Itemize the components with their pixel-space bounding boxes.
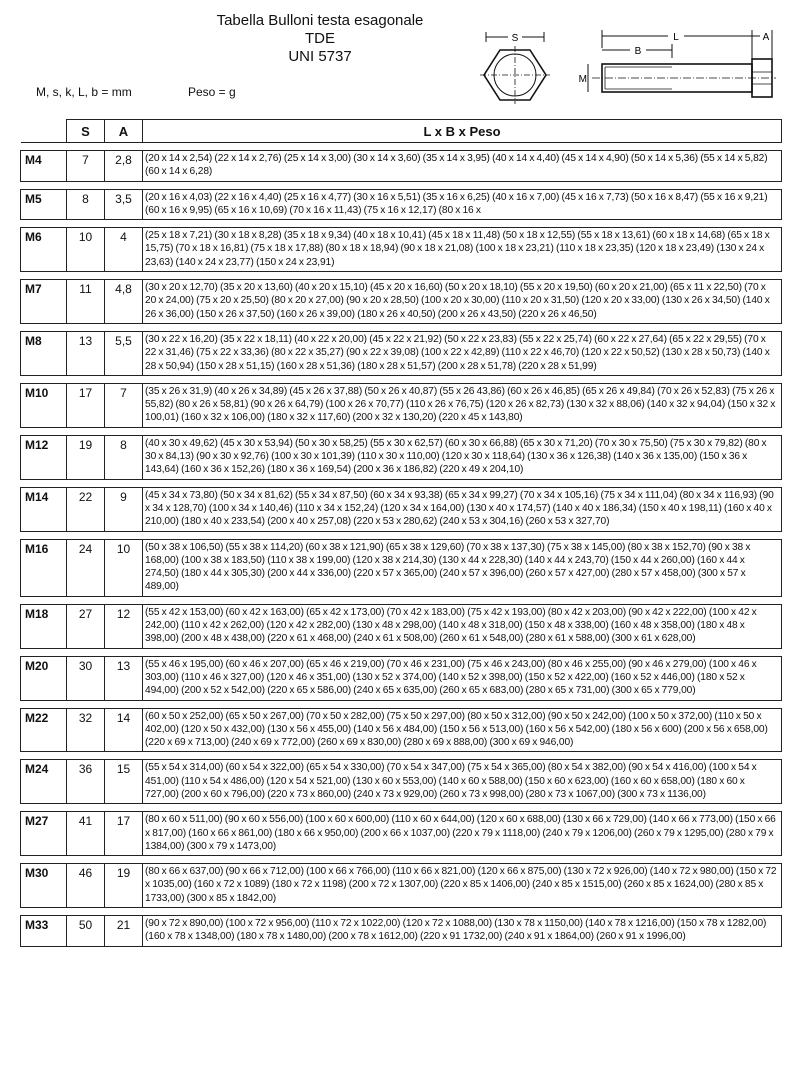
- table-row: [21, 604, 782, 648]
- s-cell: 17: [67, 383, 105, 427]
- lbp-cell: (25 x 18 x 7,21) (30 x 18 x 8,28) (35 x 18 x 9,34) (40 x 18 x 10,41) (45 x 18 x 11,48) (50 x 18 x 12,55) (55 x 18 x 13,61) (60 x 18 x 14,68) (65 x 18 x 15,75) (70 x 18 x 16,81) (75 x 18 x 17,88) (80 x 18 x 18,94) (90 x 18 x 21,08) (100 x 18 x 23,21) (110 x 18 x 23,35) (120 x 18 x 23,49) (130 x 24 x 23,63) (140 x 24 x 23,77) (150 x 24 x 23,91): [143, 228, 782, 272]
- a-cell: 5,5: [105, 331, 143, 375]
- s-cell: 36: [67, 760, 105, 804]
- row-spacer: [21, 427, 782, 435]
- lbp-cell: (35 x 26 x 31,9) (40 x 26 x 34,89) (45 x 26 x 37,88) (50 x 26 x 40,87) (55 x 26 43,86) (60 x 26 x 46,85) (65 x 26 x 49,84) (70 x 26 x 52,83) (75 x 26 x 55,82) (80 x 26 x 58,81) (90 x 26 x 64,79) (100 x 26 x 70,77) (110 x 26 x 76,75) (120 x 26 x 82,73) (130 x 32 x 88,06) (140 x 32 x 94,04) (150 x 32 x 100,01) (160 x 32 x 106,00) (180 x 32 x 117,60) (200 x 32 x 130,20) (220 x 45 x 143,80): [143, 383, 782, 427]
- table-row: [21, 916, 782, 947]
- lbp-cell: (55 x 42 x 153,00) (60 x 42 x 163,00) (65 x 42 x 173,00) (70 x 42 x 183,00) (75 x 42 x 193,00) (80 x 42 x 203,00) (90 x 42 x 222,00) (100 x 42 x 242,00) (110 x 42 x 262,00) (120 x 42 x 282,00) (130 x 48 x 298,00) (140 x 48 x 318,00) (150 x 48 x 338,00) (160 x 48 x 358,00) (180 x 48 x 398,00) (200 x 48 x 438,00) (220 x 61 x 468,00) (240 x 61 x 508,00) (260 x 61 x 548,00) (280 x 61 x 588,00) (300 x 61 x 628,00): [143, 604, 782, 648]
- s-cell: 32: [67, 708, 105, 752]
- s-dim-label: S: [511, 33, 519, 44]
- lbp-cell: (55 x 54 x 314,00) (60 x 54 x 322,00) (65 x 54 x 330,00) (70 x 54 x 347,00) (75 x 54 x 365,00) (80 x 54 x 382,00) (90 x 54 x 416,00) (100 x 54 x 451,00) (110 x 54 x 486,00) (120 x 54 x 521,00) (130 x 60 x 553,00) (140 x 60 x 588,00) (150 x 60 x 623,00) (160 x 60 x 658,00) (180 x 60 x 727,00) (200 x 60 x 796,00) (220 x 73 x 860,00) (240 x 73 x 929,00) (260 x 73 x 998,00) (280 x 73 x 1067,00) (300 x 73 x 1136,00): [143, 760, 782, 804]
- table-row: [21, 435, 782, 479]
- weight-note: Peso = g: [188, 85, 236, 99]
- title-line-2: UNI 5737: [288, 48, 352, 65]
- a-cell: 4: [105, 228, 143, 272]
- row-spacer: [21, 143, 782, 151]
- lbp-cell: (30 x 22 x 16,20) (35 x 22 x 18,11) (40 x 22 x 20,00) (45 x 22 x 21,92) (50 x 22 x 23,83) (55 x 22 x 25,74) (60 x 22 x 27,64) (65 x 22 x 29,55) (70 x 22 x 31,46) (75 x 22 x 33,36) (80 x 22 x 35,27) (90 x 22 x 39,08) (100 x 22 x 42,89) (110 x 22 x 46,70) (120 x 22 x 50,52) (130 x 28 x 50,73) (140 x 28 x 50,94) (150 x 28 x 51,15) (160 x 28 x 51,36) (180 x 28 x 51,57) (200 x 28 x 51,78) (220 x 28 x 51,99): [143, 331, 782, 375]
- lbp-cell: (20 x 16 x 4,03) (22 x 16 x 4,40) (25 x 16 x 4,77) (30 x 16 x 5,51) (35 x 16 x 6,25) (40 x 16 x 7,00) (45 x 16 x 7,73) (50 x 16 x 8,47) (55 x 16 x 9,21) (60 x 16 x 9,95) (65 x 16 x 10,69) (70 x 16 x 11,43) (75 x 16 x 12,17) (80 x 16 x: [143, 189, 782, 220]
- spacer-cell: [21, 220, 782, 228]
- table-row: [21, 228, 782, 272]
- s-cell: 24: [67, 539, 105, 596]
- s-cell: 50: [67, 916, 105, 947]
- a-cell: 17: [105, 812, 143, 856]
- a-cell: 4,8: [105, 280, 143, 324]
- s-cell: 13: [67, 331, 105, 375]
- lbp-cell: (45 x 34 x 73,80) (50 x 34 x 81,62) (55 x 34 x 87,50) (60 x 34 x 93,38) (65 x 34 x 99,27) (70 x 34 x 105,16) (75 x 34 x 111,04) (80 x 34 x 116,93) (90 x 34 x 128,70) (100 x 34 x 140,46) (110 x 34 x 152,24) (120 x 34 x 164,00) (130 x 40 x 174,57) (140 x 40 x 186,34) (150 x 40 x 198,11) (160 x 40 x 210,00) (180 x 40 x 233,54) (200 x 40 x 257,08) (220 x 53 x 280,62) (240 x 53 x 304,16) (260 x 53 x 327,70): [143, 487, 782, 531]
- spacer-cell: [21, 908, 782, 916]
- size-cell: M5: [21, 189, 67, 220]
- s-cell: 41: [67, 812, 105, 856]
- row-spacer: [21, 596, 782, 604]
- size-cell: M24: [21, 760, 67, 804]
- table-body: [21, 143, 782, 947]
- size-cell: M6: [21, 228, 67, 272]
- table-row: [21, 331, 782, 375]
- a-cell: 2,8: [105, 151, 143, 182]
- spacer-cell: [21, 648, 782, 656]
- row-spacer: [21, 700, 782, 708]
- spacer-cell: [21, 181, 782, 189]
- bolt-diagram: [468, 28, 778, 110]
- spacer-cell: [21, 272, 782, 280]
- s-cell: 46: [67, 864, 105, 908]
- a-cell: 7: [105, 383, 143, 427]
- a-cell: 8: [105, 435, 143, 479]
- bolts-table: [20, 119, 782, 947]
- table-row: [21, 151, 782, 182]
- header-lbp: L x B x Peso: [143, 120, 782, 143]
- size-cell: M7: [21, 280, 67, 324]
- spacer-cell: [21, 375, 782, 383]
- lbp-cell: (90 x 72 x 890,00) (100 x 72 x 956,00) (110 x 72 x 1022,00) (120 x 72 x 1088,00) (130 x 78 x 1150,00) (140 x 78 x 1216,00) (150 x 78 x 1282,00) (160 x 78 x 1348,00) (180 x 78 x 1480,00) (200 x 78 x 1612,00) (220 x 91 1732,00) (240 x 91 x 1864,00) (260 x 91 x 1996,00): [143, 916, 782, 947]
- table-header-row: [21, 120, 782, 143]
- l-dim-label: L: [673, 32, 679, 43]
- row-spacer: [21, 856, 782, 864]
- lbp-cell: (50 x 38 x 106,50) (55 x 38 x 114,20) (60 x 38 x 121,90) (65 x 38 x 129,60) (70 x 38 x 137,30) (75 x 38 x 145,00) (80 x 38 x 152,70) (90 x 38 x 168,00) (100 x 38 x 183,50) (110 x 38 x 199,00) (120 x 38 x 214,30) (130 x 44 x 228,30) (140 x 44 x 243,70) (150 x 44 x 260,00) (160 x 44 x 274,50) (180 x 44 x 305,30) (200 x 44 x 336,00) (220 x 57 x 365,00) (240 x 57 x 396,00) (260 x 57 x 427,00) (280 x 57 x 458,00) (300 x 57 x 489,00): [143, 539, 782, 596]
- table-row: [21, 487, 782, 531]
- table-row: [21, 864, 782, 908]
- row-spacer: [21, 479, 782, 487]
- table-row: [21, 189, 782, 220]
- lbp-cell: (60 x 50 x 252,00) (65 x 50 x 267,00) (70 x 50 x 282,00) (75 x 50 x 297,00) (80 x 50 x 312,00) (90 x 50 x 242,00) (100 x 50 x 372,00) (110 x 50 x 402,00) (120 x 50 x 432,00) (130 x 56 x 455,00) (140 x 56 x 484,00) (150 x 56 x 513,00) (160 x 56 x 542,00) (180 x 56 x 600) (200 x 56 x 658,00) (220 x 69 x 713,00) (240 x 69 x 772,00) (260 x 69 x 830,00) (280 x 69 x 888,00) (300 x 69 x 946,00): [143, 708, 782, 752]
- lbp-cell: (30 x 20 x 12,70) (35 x 20 x 13,60) (40 x 20 x 15,10) (45 x 20 x 16,60) (50 x 20 x 18,10) (55 x 20 x 19,50) (60 x 20 x 21,00) (65 x 11 x 22,50) (70 x 20 x 24,00) (75 x 20 x 25,50) (80 x 20 x 27,00) (90 x 20 x 28,50) (100 x 20 x 30,00) (110 x 20 x 31,50) (120 x 20 x 33,00) (130 x 26 x 34,50) (140 x 26 x 36,00) (150 x 26 x 37,50) (160 x 26 x 39,00) (180 x 26 x 40,50) (200 x 26 x 43,50) (220 x 26 x 46,50): [143, 280, 782, 324]
- row-spacer: [21, 220, 782, 228]
- row-spacer: [21, 323, 782, 331]
- spacer-cell: [21, 479, 782, 487]
- size-cell: M33: [21, 916, 67, 947]
- a-cell: 13: [105, 656, 143, 700]
- table-row: [21, 280, 782, 324]
- header-a: A: [105, 120, 143, 143]
- spacer-cell: [21, 752, 782, 760]
- spacer-cell: [21, 323, 782, 331]
- title-line-1: Tabella Bulloni testa esagonale TDE: [216, 12, 424, 47]
- table-row: [21, 708, 782, 752]
- spacer-cell: [21, 700, 782, 708]
- a-cell: 10: [105, 539, 143, 596]
- row-spacer: [21, 908, 782, 916]
- s-cell: 11: [67, 280, 105, 324]
- header-blank: [21, 120, 67, 143]
- spacer-cell: [21, 427, 782, 435]
- spacer-cell: [21, 143, 782, 151]
- a-dim-label: A: [762, 32, 770, 43]
- a-cell: 3,5: [105, 189, 143, 220]
- m-dim-label: M: [578, 74, 587, 85]
- row-spacer: [21, 648, 782, 656]
- table-row: [21, 812, 782, 856]
- size-cell: M8: [21, 331, 67, 375]
- row-spacer: [21, 804, 782, 812]
- a-cell: 12: [105, 604, 143, 648]
- spacer-cell: [21, 804, 782, 812]
- table-row: [21, 760, 782, 804]
- hex-head-view: [480, 32, 550, 104]
- table-row: [21, 383, 782, 427]
- bolt-side-view: [579, 30, 776, 97]
- size-cell: M20: [21, 656, 67, 700]
- s-cell: 27: [67, 604, 105, 648]
- document-title: [200, 12, 440, 66]
- s-cell: 19: [67, 435, 105, 479]
- row-spacer: [21, 531, 782, 539]
- lbp-cell: (20 x 14 x 2,54) (22 x 14 x 2,76) (25 x 14 x 3,00) (30 x 14 x 3,60) (35 x 14 x 3,95) (40 x 14 x 4,40) (45 x 14 x 4,90) (50 x 14 x 5,36) (55 x 14 x 5,82) (60 x 14 x 6,28): [143, 151, 782, 182]
- size-cell: M4: [21, 151, 67, 182]
- s-cell: 22: [67, 487, 105, 531]
- header-s: S: [67, 120, 105, 143]
- size-cell: M12: [21, 435, 67, 479]
- row-spacer: [21, 375, 782, 383]
- spacer-cell: [21, 856, 782, 864]
- size-cell: M14: [21, 487, 67, 531]
- s-cell: 10: [67, 228, 105, 272]
- size-cell: M10: [21, 383, 67, 427]
- row-spacer: [21, 752, 782, 760]
- size-cell: M30: [21, 864, 67, 908]
- lbp-cell: (80 x 60 x 511,00) (90 x 60 x 556,00) (100 x 60 x 600,00) (110 x 60 x 644,00) (120 x 60 x 688,00) (130 x 66 x 729,00) (140 x 66 x 773,00) (150 x 66 x 817,00) (160 x 66 x 861,00) (180 x 66 x 950,00) (200 x 66 x 1037,00) (220 x 79 x 1118,00) (240 x 79 x 1206,00) (260 x 79 x 1295,00) (280 x 79 x 1384,00) (300 x 79 x 1473,00): [143, 812, 782, 856]
- row-spacer: [21, 272, 782, 280]
- a-cell: 9: [105, 487, 143, 531]
- a-cell: 21: [105, 916, 143, 947]
- a-cell: 19: [105, 864, 143, 908]
- size-cell: M22: [21, 708, 67, 752]
- size-cell: M18: [21, 604, 67, 648]
- s-cell: 7: [67, 151, 105, 182]
- s-cell: 8: [67, 189, 105, 220]
- b-dim-label: B: [634, 46, 642, 57]
- units-note: M, s, k, L, b = mm: [36, 85, 132, 99]
- a-cell: 15: [105, 760, 143, 804]
- lbp-cell: (40 x 30 x 49,62) (45 x 30 x 53,94) (50 x 30 x 58,25) (55 x 30 x 62,57) (60 x 30 x 66,88) (65 x 30 x 71,20) (70 x 30 x 75,50) (75 x 30 x 79,82) (80 x 30 x 84,13) (90 x 30 x 92,76) (100 x 30 x 101,39) (110 x 30 x 110,00) (120 x 30 x 118,64) (130 x 36 x 126,38) (140 x 36 x 135,00) (150 x 36 x 143,64) (160 x 36 x 152,26) (180 x 36 x 169,54) (200 x 36 x 186,82) (220 x 49 x 204,10): [143, 435, 782, 479]
- size-cell: M16: [21, 539, 67, 596]
- table-row: [21, 539, 782, 596]
- table-row: [21, 656, 782, 700]
- lbp-cell: (80 x 66 x 637,00) (90 x 66 x 712,00) (100 x 66 x 766,00) (110 x 66 x 821,00) (120 x 66 x 875,00) (130 x 72 x 926,00) (140 x 72 x 980,00) (150 x 72 x 1035,00) (160 x 72 x 1089) (180 x 72 x 1198) (200 x 72 x 1307,00) (220 x 85 x 1406,00) (240 x 85 x 1515,00) (260 x 85 x 1624,00) (280 x 85 x 1733,00) (300 x 85 x 1842,00): [143, 864, 782, 908]
- spacer-cell: [21, 531, 782, 539]
- row-spacer: [21, 181, 782, 189]
- a-cell: 14: [105, 708, 143, 752]
- spacer-cell: [21, 596, 782, 604]
- lbp-cell: (55 x 46 x 195,00) (60 x 46 x 207,00) (65 x 46 x 219,00) (70 x 46 x 231,00) (75 x 46 x 243,00) (80 x 46 x 255,00) (90 x 46 x 279,00) (100 x 46 x 303,00) (110 x 46 x 327,00) (120 x 46 x 351,00) (130 x 52 x 374,00) (140 x 52 x 398,00) (150 x 52 x 422,00) (160 x 52 x 446,00) (180 x 52 x 494,00) (200 x 52 x 542,00) (220 x 65 x 586,00) (240 x 65 x 635,00) (260 x 65 x 683,00) (280 x 65 x 731,00) (300 x 65 x 779,00): [143, 656, 782, 700]
- s-cell: 30: [67, 656, 105, 700]
- size-cell: M27: [21, 812, 67, 856]
